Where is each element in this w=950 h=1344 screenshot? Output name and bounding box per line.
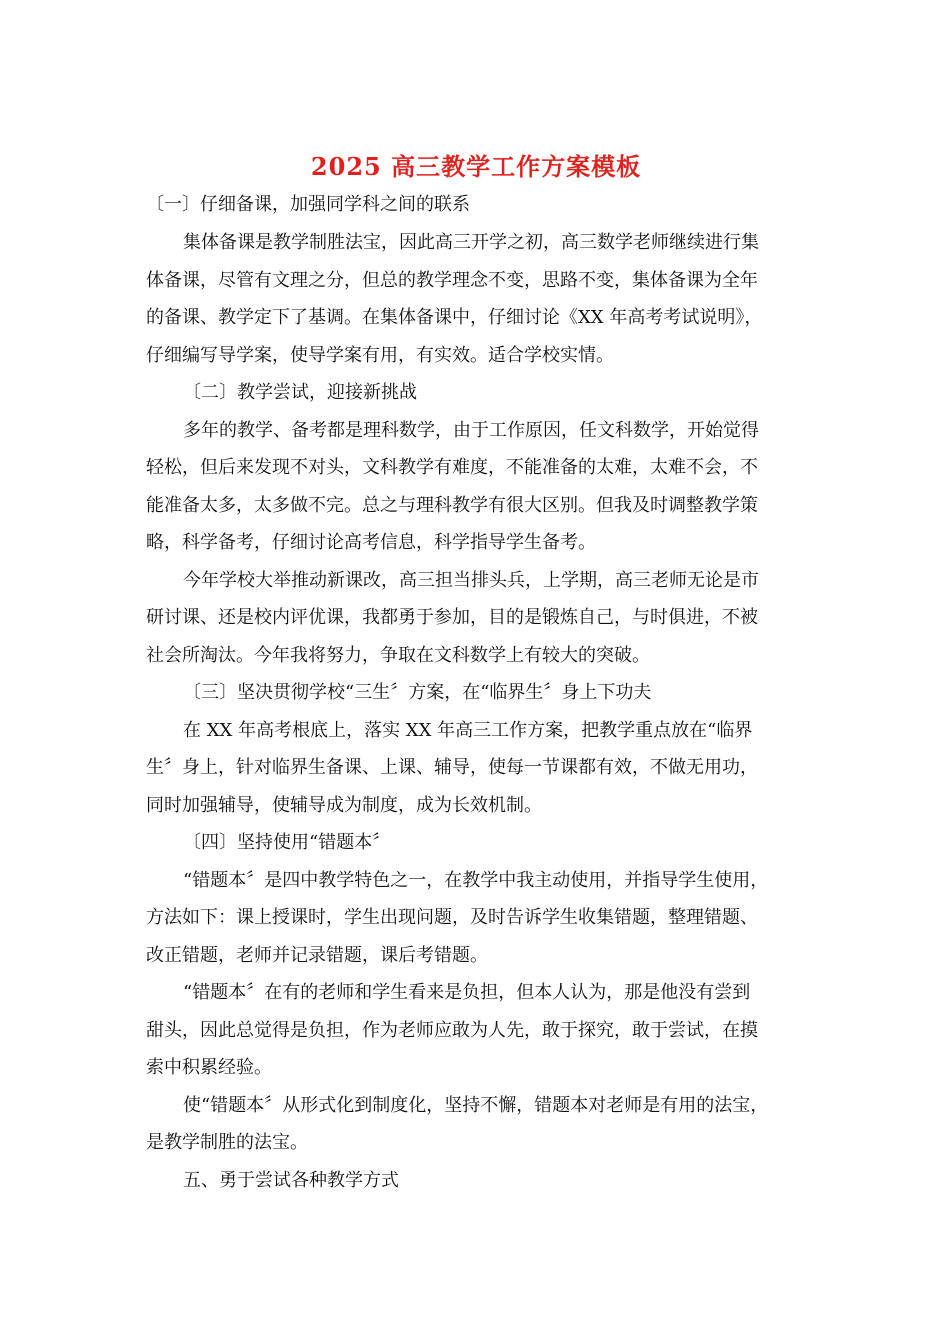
text-line: 集体备课是教学制胜法宝，因此高三开学之初，高三数学老师继续进行集 <box>183 232 759 253</box>
text-line: 是教学制胜的法宝。 <box>146 1132 308 1153</box>
text-line: 生〞身上，针对临界生备课、上课、辅导，使每一节课都有效，不做无用功， <box>146 757 758 778</box>
text-line: 能准备太多，太多做不完。总之与理科教学有很大区别。但我及时调整教学策 <box>146 494 758 516</box>
text-line: 改正错题，老师并记录错题，课后考错题。 <box>146 944 488 966</box>
text-line: 的备课、教学定下了基调。在集体备课中，仔细讨论《XX 年高考考试说明》， <box>146 307 763 328</box>
text-line: “错题本〞在有的老师和学生看来是负担，但本人认为，那是他没有尝到 <box>183 982 751 1003</box>
text-line: 〔一〕仔细备课，加强同学科之间的联系 <box>146 194 470 215</box>
text-line: 略，科学备考，仔细讨论高考信息，科学指导学生备考。 <box>146 532 596 553</box>
text-line: 研讨课、还是校内评优课，我都勇于参加，目的是锻炼自己，与时俱进，不被 <box>146 607 758 628</box>
document-body <box>146 190 806 1199</box>
text-line: 五、勇于尝试各种教学方式 <box>183 1169 399 1191</box>
text-line: 〔三〕坚决贯彻学校“三生〞方案，在“临界生〞身上下功夫 <box>183 682 652 703</box>
text-line: 社会所淘汰。今年我将努力，争取在文科数学上有较大的突破。 <box>146 644 650 666</box>
text-line: 同时加强辅导，使辅导成为制度，成为长效机制。 <box>146 794 542 816</box>
text-line: 仔细编写导学案，使导学案有用，有实效。适合学校实情。 <box>146 344 614 366</box>
text-line: 轻松，但后来发现不对头，文科教学有难度，不能准备的太难，太难不会，不 <box>146 457 758 478</box>
text-line: 体备课，尽管有文理之分，但总的教学理念不变，思路不变，集体备课为全年 <box>146 269 758 291</box>
document-page <box>146 150 806 1199</box>
text-line: 甜头，因此总觉得是负担，作为老师应敢为人先，敢于探究，敢于尝试，在摸 <box>146 1019 758 1041</box>
text-line: 在 XX 年高考根底上，落实 XX 年高三工作方案，把教学重点放在“临界 <box>183 719 753 741</box>
text-line: 〔二〕教学尝试，迎接新挑战 <box>183 382 417 403</box>
text-line: 今年学校大举推动新课改，高三担当排头兵，上学期，高三老师无论是市 <box>183 569 759 591</box>
text-line: 〔四〕坚持使用“错题本〞 <box>183 832 391 853</box>
text-line: 索中积累经验。 <box>146 1057 272 1078</box>
text-line: 多年的教学、备考都是理科数学，由于工作原因，任文科数学，开始觉得 <box>183 419 759 441</box>
text-line: “错题本〞是四中教学特色之一，在教学中我主动使用，并指导学生使用， <box>183 869 769 891</box>
text-line: 使“错题本〞从形式化到制度化，坚持不懈，错题本对老师是有用的法宝， <box>183 1094 769 1116</box>
text-line: 方法如下：课上授课时，学生出现问题，及时告诉学生收集错题，整理错题、 <box>146 907 758 928</box>
document-title: 2025 高三教学工作方案模板 <box>310 152 642 181</box>
